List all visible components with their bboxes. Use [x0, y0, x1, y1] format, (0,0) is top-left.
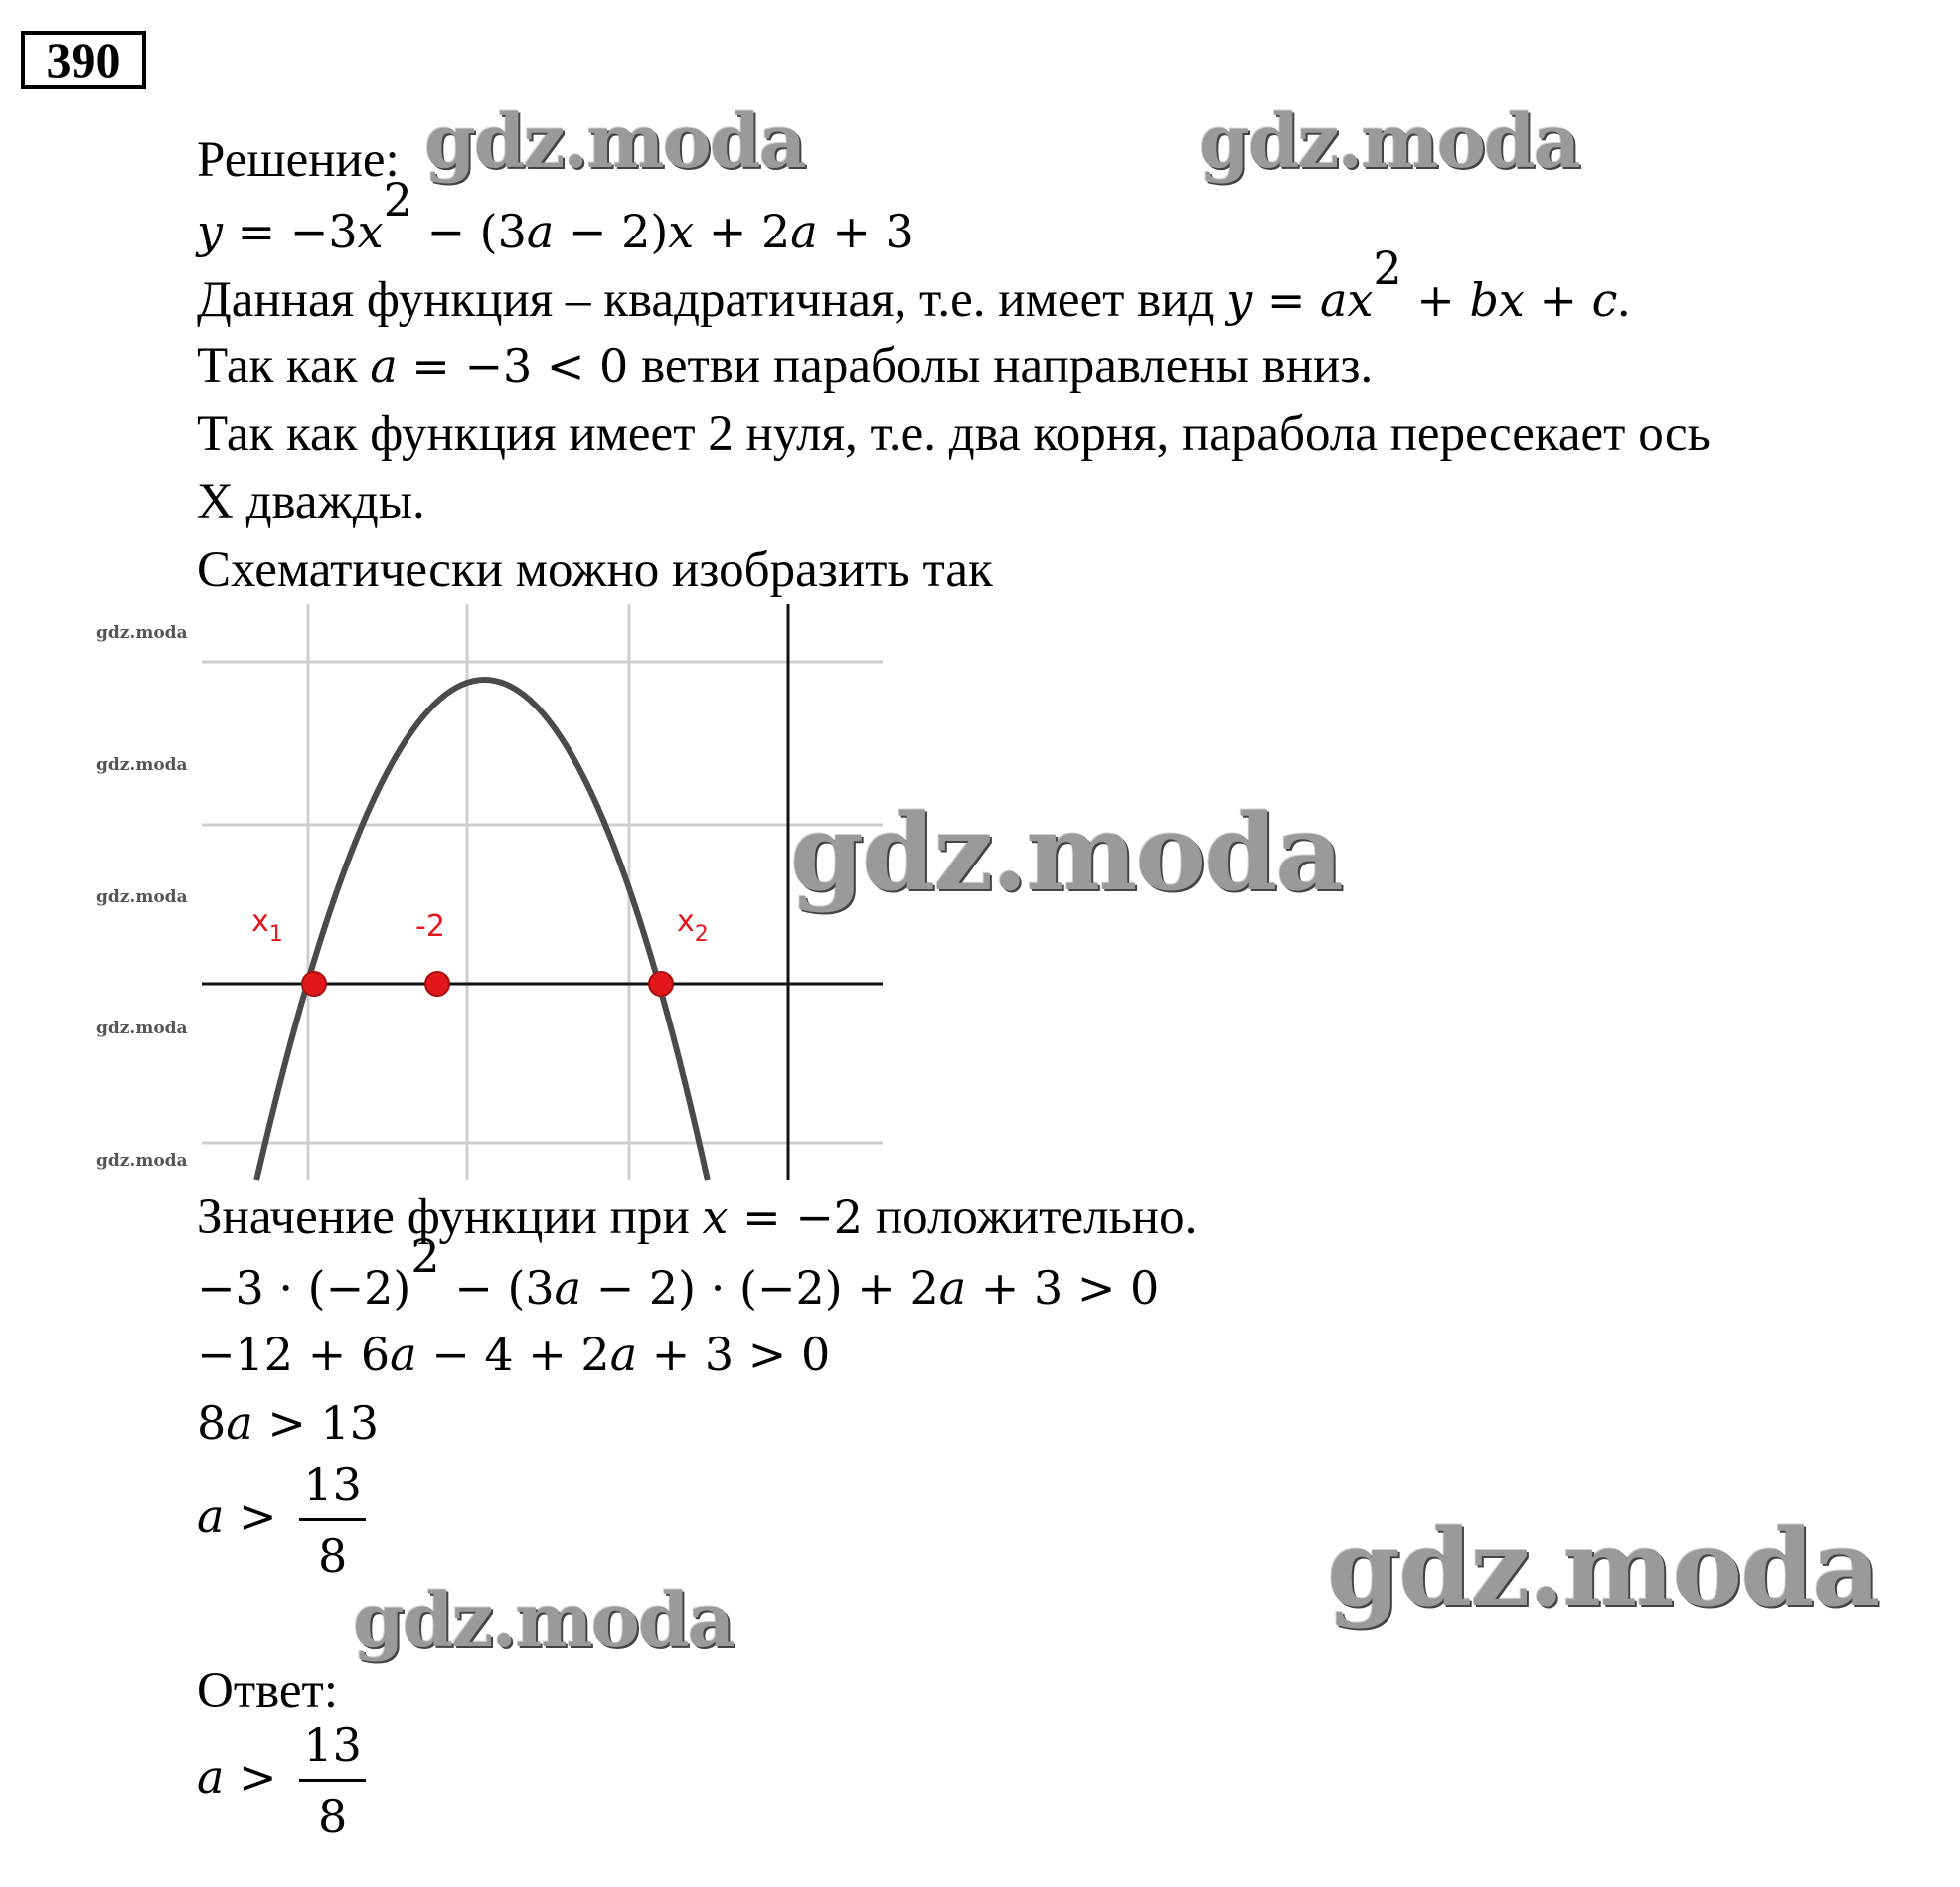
watermark-small: gdz.moda: [96, 755, 188, 775]
root-x1-point: [302, 972, 326, 996]
value-line: Значение функции при x = −2 положительно.: [197, 1189, 1198, 1245]
branches-line: Так как a = −3 < 0 ветви параболы направлены вниз.: [197, 338, 1374, 393]
watermark-small: gdz.moda: [96, 1151, 188, 1171]
watermark-small: gdz.moda: [96, 623, 188, 643]
zeros-line-1: Так как функция имеет 2 нуля, т.е. два корня, парабола пересекает ось: [197, 406, 1711, 462]
fraction: $\frac{13}{8}$: [299, 1711, 366, 1851]
fraction: $\frac{13}{8}$: [299, 1451, 366, 1591]
zeros-line-2: X дважды.: [197, 474, 425, 530]
watermark: gdz.moda: [790, 790, 1342, 914]
inequality-1: $-3 \cdot (-2)^2 - (3a - 2) \cdot (-2) + 2a + 3 > 0$: [197, 1229, 1160, 1316]
solution-label: Решение:: [197, 132, 400, 188]
inequality-2: −12 + 6a − 4 + 2a + 3 > 0: [197, 1328, 831, 1381]
parabola-curve: [256, 680, 708, 1180]
grid: [202, 604, 883, 1180]
watermark-small: gdz.moda: [96, 1019, 188, 1038]
label-x2: $x_2$: [677, 904, 709, 947]
quadratic-line: Данная функция – квадратичная, т.е. имеет вид $y = ax^2$ + bx + c.: [197, 241, 1631, 329]
task-number: 390: [21, 31, 146, 89]
minus-two-point: [425, 972, 449, 996]
inequality-3: 8a > 13: [197, 1396, 380, 1450]
watermark: gdz.moda: [1327, 1505, 1878, 1630]
answer-label: Ответ:: [197, 1663, 338, 1719]
inequality-4: a > $\frac{13}{8}$: [197, 1451, 366, 1591]
answer-expression: a > $\frac{13}{8}$: [197, 1711, 366, 1851]
watermark: gdz.moda: [1199, 99, 1579, 185]
watermark-small: gdz.moda: [96, 887, 188, 907]
function-formula: $y = -3x^2 - (3a - 2)x + 2a + 3$: [197, 173, 914, 259]
watermark: gdz.moda: [424, 99, 805, 185]
label-x1: $x_1$: [251, 904, 283, 947]
label-minus-two: -2: [415, 909, 445, 944]
watermark: gdz.moda: [353, 1578, 734, 1663]
root-x2-point: [649, 972, 673, 996]
schematic-line: Схематически можно изобразить так: [197, 543, 993, 598]
